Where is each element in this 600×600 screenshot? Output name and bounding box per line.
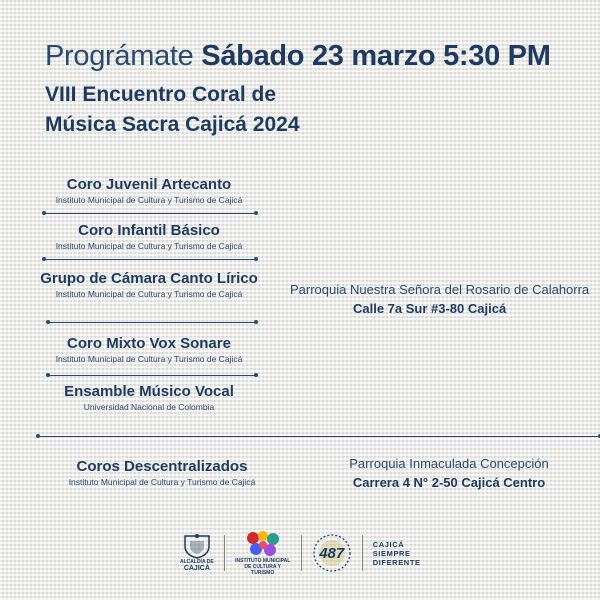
choir-name: Ensamble Músico Vocal — [64, 383, 234, 400]
logo-divider — [362, 535, 363, 571]
alcaldia-logo — [180, 533, 214, 573]
instituto-name: INSTITUTO MUNICIPAL DE CULTURA Y TURISMO — [235, 558, 291, 576]
header-datetime: Sábado 23 marzo 5:30 PM — [201, 40, 551, 72]
choir-item — [34, 335, 264, 365]
choir-org: Instituto Municipal de Cultura y Turismo de Cajicá — [55, 289, 243, 299]
sponsor-logos — [180, 528, 470, 578]
anniversary-number: 487 — [319, 544, 345, 562]
separator-line — [44, 213, 256, 214]
alcaldia-line1: ALCALDÍA DE — [180, 559, 214, 565]
choir-item — [34, 176, 264, 206]
choir-name: Grupo de Cámara Canto Lírico — [40, 270, 258, 287]
section-divider — [38, 436, 600, 437]
coat-of-arms-icon — [182, 533, 212, 559]
logo-divider — [224, 535, 225, 571]
choir-org: Instituto Municipal de Cultura y Turismo de Cajicá — [55, 241, 243, 251]
venue-1 — [290, 281, 589, 319]
choir-name: Coro Juvenil Artecanto — [66, 176, 232, 193]
slogan-line3: DIFERENTE — [372, 557, 421, 567]
choir-name: Coros Descentralizados — [76, 458, 248, 475]
choir-item — [34, 222, 264, 252]
slogan-line2: SIEMPRE — [372, 548, 411, 558]
venue-1-name: Parroquia Nuestra Señora del Rosario de Calahorra — [290, 282, 590, 297]
alcaldia-line2: CAJICÁ — [183, 565, 210, 572]
choir-item — [34, 270, 264, 300]
instituto-icon — [244, 530, 282, 558]
anniversary-logo — [312, 533, 352, 573]
choir-org: Instituto Municipal de Cultura y Turismo de Cajicá — [55, 195, 243, 205]
instituto-logo — [235, 530, 291, 576]
choir-item-decentralized — [47, 458, 277, 488]
choir-org: Universidad Nacional de Colombia — [83, 402, 215, 412]
venue-2-name: Parroquia Inmaculada Concepción — [349, 456, 549, 471]
slogan-line1: CAJICÁ — [372, 539, 405, 549]
event-title-line2: Música Sacra Cajicá 2024 — [45, 113, 300, 136]
event-title-line1: VIII Encuentro Coral de — [45, 83, 277, 106]
choir-name: Coro Infantil Básico — [78, 222, 220, 239]
choir-name: Coro Mixto Vox Sonare — [67, 335, 231, 352]
separator-line — [44, 259, 256, 260]
separator-line — [48, 322, 256, 323]
venue-1-address: Calle 7a Sur #3-80 Cajicá — [352, 301, 507, 316]
choir-org: Instituto Municipal de Cultura y Turismo de Cajicá — [68, 477, 256, 487]
header-prefix: Prográmate — [45, 40, 194, 72]
choir-item — [34, 383, 264, 413]
event-date-header — [45, 40, 551, 73]
venue-2 — [340, 455, 558, 493]
event-title — [45, 80, 300, 140]
venue-2-address: Carrera 4 N° 2-50 Cajicá Centro — [352, 475, 546, 490]
slogan-logo — [373, 540, 421, 567]
choir-org: Instituto Municipal de Cultura y Turismo de Cajicá — [55, 354, 243, 364]
separator-line — [48, 375, 256, 376]
logo-divider — [301, 535, 302, 571]
